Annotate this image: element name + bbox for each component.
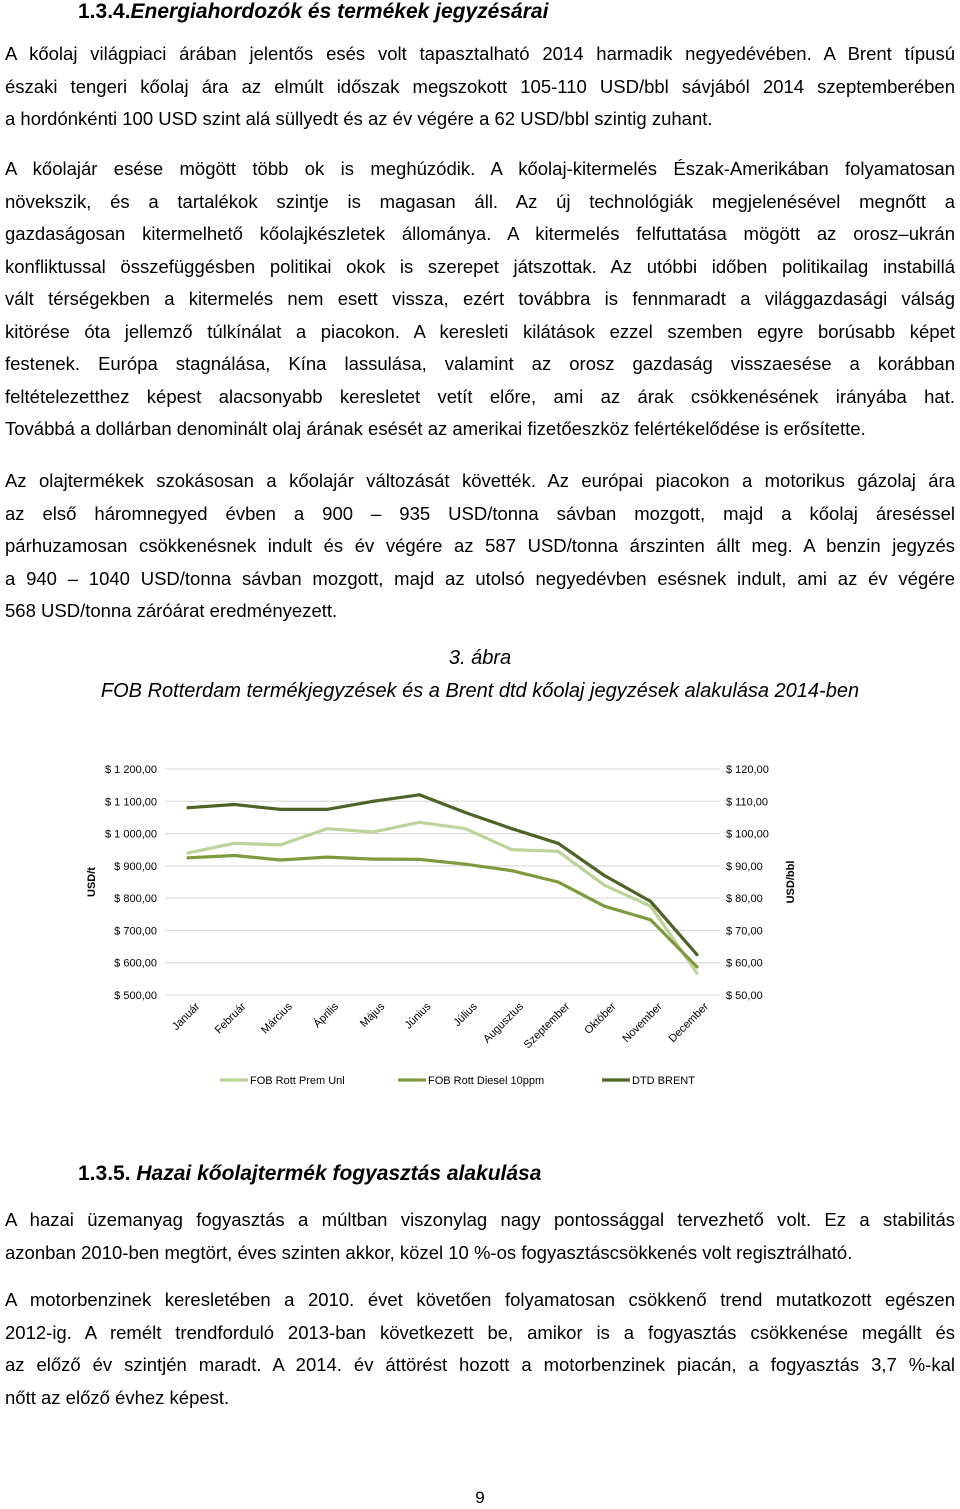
text-line: Továbbá a dollárban denominált olaj árának esését az amerikai fizetőeszköz felértékelődése is erősítette. [5,418,866,439]
data-point [603,884,606,887]
data-point [603,905,606,908]
data-point [187,851,190,854]
y-tick-label-left: $ 500,00 [114,990,157,1002]
text-line: 2012-ig. A remélt trendforduló 2013-ban következett be, amikor is a fogyasztás csökkenése megállt és [5,1321,955,1343]
data-point [233,842,236,845]
data-point [233,854,236,857]
text-line: A motorbenzinek keresletében a 2010. évet követően folyamatosan csökkenő trend mutatkozott egészen [5,1289,955,1310]
y-tick-label-right: $ 100,00 [726,828,769,841]
text-line: Az olajtermékek szokásosan a kőolajár változását követték. Az európai piacokon a motorikus gázolaj ára [5,470,955,491]
figure-caption: FOB Rotterdam termékjegyzések és a Brent dtd kőolaj jegyzések alakulása 2014-ben [100,680,860,702]
x-tick-label: Február [212,1000,249,1037]
text-line: A kőolajár esése mögött több ok is meghúzódik. A kőolaj-kitermelés Észak-Amerikában folyamatosan [5,158,955,179]
text-line: északi tengeri kőolaj ára az elmúlt időszak megszokott 105-110 USD/bbl sávjából 2014 szeptemberében [5,75,955,97]
legend-label: DTD BRENT [632,1075,695,1087]
data-point [372,857,375,860]
x-tick-label: Szeptember [521,1000,573,1052]
data-point [510,869,513,872]
data-point [418,821,421,824]
legend-label: FOB Rott Prem Unl [250,1075,345,1087]
section-title: Energiahordozók és termékek jegyzésárai [130,0,549,23]
x-tick-label: Január [169,1000,203,1033]
x-tick-label: Április [311,1000,341,1031]
data-point [695,971,698,974]
text-line: A kőolaj világpiaci árában jelentős esés volt tapasztalható 2014 harmadik negyedévében. A Brent típusú [5,43,955,64]
y-tick-label-left: $ 900,00 [114,860,157,873]
x-tick-label: Március [259,1000,295,1037]
text-line: festenek. Európa stagnálása, Kína lassulása, valamint az orosz gazdaság visszaesése a korábban [5,353,955,374]
text-line: azonban 2010-ben megtört, éves szinten akkor, közel 10 %-os fogyasztáscsökkenés volt regisztrálható. [5,1241,853,1263]
x-tick-label: Május [358,1000,388,1030]
text-line: A hazai üzemanyag fogyasztás a múltban viszonylag nagy pontossággal tervezhető volt. Ez a stabilitás [5,1209,955,1230]
data-point [418,793,421,796]
data-point [464,827,467,830]
text-line: gazdaságosan kitermelhető kőolajkészletek állománya. A kitermelés felfuttatása mögött az orosz–ukrán [5,223,955,244]
text-line: nőtt az előző évhez képest. [5,1386,230,1408]
x-tick-label: November [620,1000,665,1046]
data-point [557,850,560,853]
data-point [464,863,467,866]
figure-number: 3. ábra [448,647,512,669]
paragraph-causes [5,153,955,446]
data-point [187,806,190,809]
data-point [187,856,190,859]
y-tick-label-left: $ 800,00 [114,893,157,906]
data-point [372,830,375,833]
data-point [418,858,421,861]
y-tick-label-right: $ 110,00 [726,796,769,809]
y-tick-label-right: $ 60,00 [726,957,763,970]
text-line: 568 USD/tonna záróárat eredményezett. [5,600,338,621]
price-line-chart [80,740,820,1095]
series-line [188,856,697,967]
text-line: a hordónkénti 100 USD szint alá süllyedt és az év végére a 62 USD/bbl szintig zuhant. [5,108,713,129]
x-tick-label: Október [582,1000,619,1037]
section-number: 1.3.5. [78,1162,131,1185]
data-point [279,858,282,861]
text-line: konfliktussal összefüggésben politikai okok is szerepet játszottak. Az utóbbi időben politikailag instabillá [5,255,955,277]
text-line: kitörése óta jellemző túlkínálat a piacokon. A keresleti kilátások ezzel szemben egyre borúsabb képet [5,320,955,342]
y-tick-label-right: $ 90,00 [726,860,763,873]
data-point [557,842,560,845]
data-point [649,918,652,921]
data-point [557,880,560,883]
paragraph-domestic-consumption [5,1204,955,1269]
x-tick-label: Június [402,1000,434,1032]
paragraph-brent-drop [5,38,955,136]
section-heading-1-3-5 [78,1162,541,1186]
text-line: növekszik, és a tartalékok szintje is magasan áll. Az új technológiák megjelenésével megnőtt a [5,190,955,212]
text-line: párhuzamosan csökkenésnek indult és év végére az 587 USD/tonna árszinten állt meg. A benzin jegyzés [5,535,955,556]
text-line: vált térségekben a kitermelés nem esett vissza, ezért továbbra is fennmaradt a világgazdasági válság [5,288,955,309]
y-tick-label-left: $ 700,00 [114,925,157,938]
page-number: 9 [475,1488,485,1507]
text-line: az előző év szintjén maradt. A 2014. év áttörést hozott a motorbenzinek piacán, a fogyasztás 3,7 %-kal [5,1354,955,1375]
data-point [649,900,652,903]
y-tick-label-left: $ 1 200,00 [105,764,157,776]
y-tick-label-right: $ 50,00 [726,990,763,1002]
y-tick-label-left: $ 1 000,00 [105,828,157,841]
y-tick-label-right: $ 120,00 [726,764,769,776]
data-point [603,874,606,877]
data-point [279,843,282,846]
text-line: a 940 – 1040 USD/tonna sávban mozgott, majd az utolsó negyedévben esésnek indult, ami az év végére [5,567,955,589]
text-line: feltételezetthez képest alacsonyabb keresletet vetít előre, ami az árak csökkenésének irányába hat. [5,385,955,407]
paragraph-gasoline-demand [5,1284,955,1414]
data-point [510,827,513,830]
y-axis-title-right: USD/bbl [785,860,797,904]
legend-label: FOB Rott Diesel 10ppm [428,1075,545,1087]
section-heading-1-3-4 [78,0,548,24]
data-point [372,800,375,803]
data-point [279,808,282,811]
x-tick-label: Augusztus [481,1000,526,1046]
section-title: Hazai kőolajtermék fogyasztás alakulása [136,1162,542,1185]
data-point [233,803,236,806]
data-point [464,811,467,814]
section-number: 1.3.4. [78,0,131,23]
y-tick-label-right: $ 70,00 [726,925,763,938]
y-axis-title-left: USD/t [86,867,98,897]
data-point [325,856,328,859]
y-tick-label-right: $ 80,00 [726,893,763,906]
x-tick-label: Július [451,1000,480,1030]
y-tick-label-left: $ 1 100,00 [105,796,157,809]
x-tick-label: December [666,1000,711,1046]
paragraph-oil-products [5,465,955,628]
data-point [325,827,328,830]
data-point [510,848,513,851]
data-point [695,965,698,968]
text-line: az első háromnegyed évben a 900 – 935 USD/tonna sávban mozgott, majd a kőolaj áreséssel [5,502,955,524]
y-tick-label-left: $ 600,00 [114,957,157,970]
data-point [695,953,698,956]
data-point [325,808,328,811]
